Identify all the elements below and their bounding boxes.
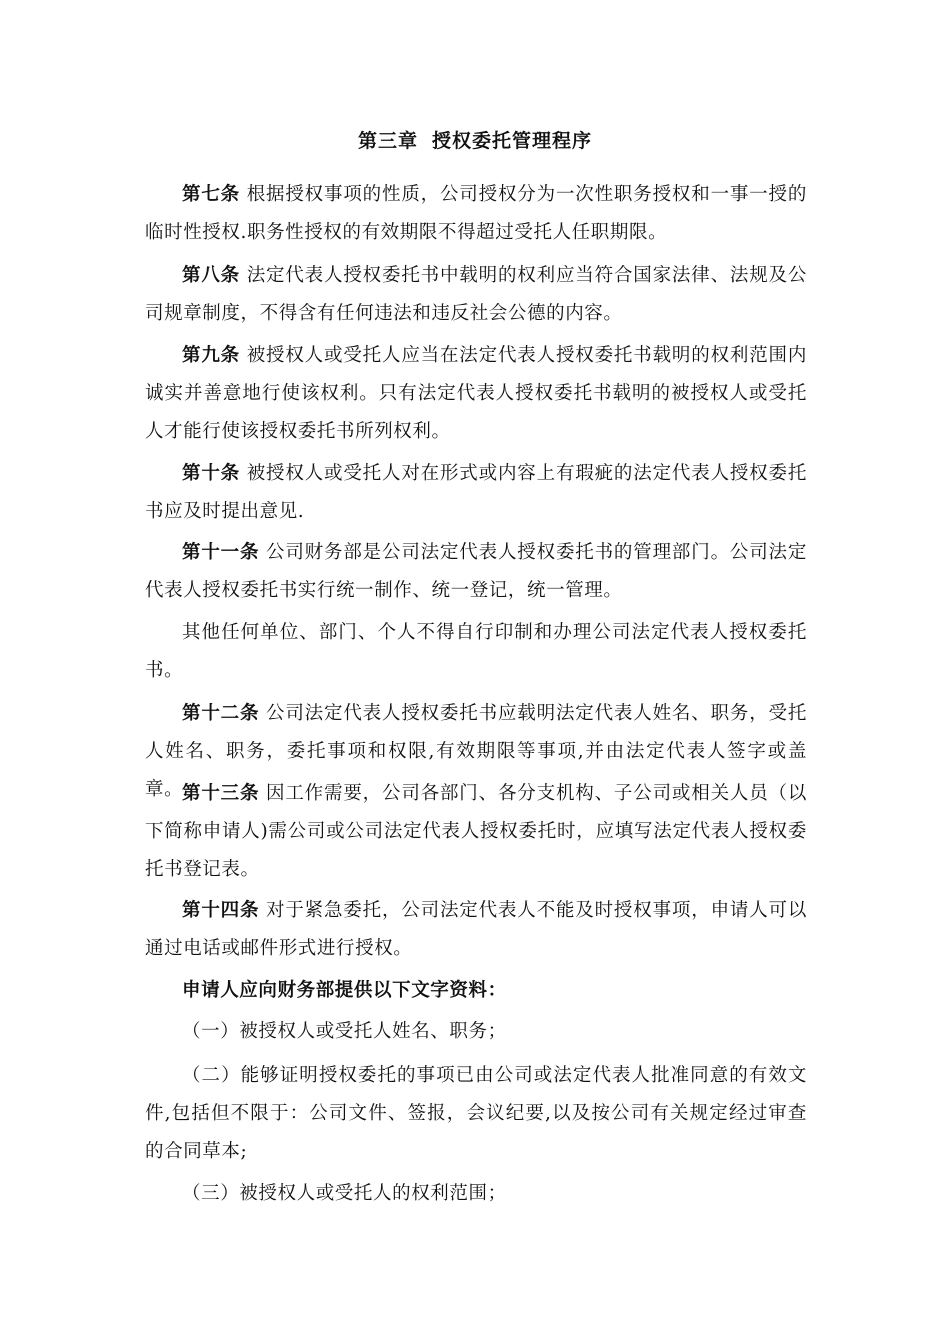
article-14 — [145, 892, 807, 968]
chapter-heading — [0, 126, 950, 153]
article-8 — [145, 257, 807, 333]
article-label: 第十三条 — [182, 783, 260, 804]
article-label: 第十一条 — [182, 542, 260, 563]
list-item: （一）被授权人或受托人姓名、职务； — [182, 1021, 507, 1042]
article-13 — [145, 775, 807, 889]
chapter-number: 第三章 — [357, 130, 418, 152]
paragraph-text: 其他任何单位、部门、个人不得自行印制和办理公司法定代表人授权委托书。 — [145, 622, 807, 681]
article-text: 被授权人或受托人对在形式或内容上有瑕疵的法定代表人授权委托书应及时提出意见. — [145, 463, 807, 522]
list-item: （二）能够证明授权委托的事项已由公司或法定代表人批准同意的有效文件,包括但不限于：公司文件、签报，会议纪要,以及按公司有关规定经过审查的合同草本; — [145, 1065, 807, 1162]
article-text: 公司法定代表人授权委托书应载明法定代表人姓名、职务，受托人姓名、职务，委托事项和权限,有效期限等事项,并由法定代表人签字或盖章。 — [145, 703, 807, 800]
article-text: 根据授权事项的性质，公司授权分为一次性职务授权和一事一授的临时性授权.职务性授权的有效期限不得超过受托人任职期限。 — [145, 184, 807, 243]
article-text: 因工作需要，公司各部门、各分支机构、子公司或相关人员（以下简称申请人)需公司或公司法定代表人授权委托时，应填写法定代表人授权委托书登记表。 — [145, 783, 807, 880]
article-7 — [145, 176, 807, 252]
article-11-continued — [145, 614, 807, 690]
list-item: （三）被授权人或受托人的权利范围； — [182, 1183, 507, 1204]
materials-heading-text: 申请人应向财务部提供以下文字资料： — [182, 980, 507, 1001]
materials-heading — [145, 972, 807, 1010]
article-label: 第七条 — [182, 184, 240, 205]
article-10 — [145, 455, 807, 531]
materials-item-2 — [145, 1057, 807, 1171]
materials-item-3 — [145, 1175, 807, 1213]
article-label: 第十二条 — [182, 703, 260, 724]
article-label: 第十四条 — [182, 900, 260, 921]
article-label: 第九条 — [182, 345, 240, 366]
article-text: 被授权人或受托人应当在法定代表人授权委托书载明的权利范围内诚实并善意地行使该权利。只有法定代表人授权委托书载明的被授权人或受托人才能行使该授权委托书所列权利。 — [145, 345, 807, 442]
article-11 — [145, 534, 807, 610]
chapter-title: 授权委托管理程序 — [432, 130, 593, 152]
article-label: 第十条 — [182, 463, 240, 484]
article-9 — [145, 337, 807, 451]
article-text: 法定代表人授权委托书中载明的权利应当符合国家法律、法规及公司规章制度，不得含有任何违法和违反社会公德的内容。 — [145, 265, 807, 324]
article-text: 公司财务部是公司法定代表人授权委托书的管理部门。公司法定代表人授权委托书实行统一制作、统一登记，统一管理。 — [145, 542, 807, 601]
materials-item-1 — [145, 1013, 807, 1051]
article-label: 第八条 — [182, 265, 240, 286]
article-text: 对于紧急委托，公司法定代表人不能及时授权事项，申请人可以通过电话或邮件形式进行授权。 — [145, 900, 807, 959]
